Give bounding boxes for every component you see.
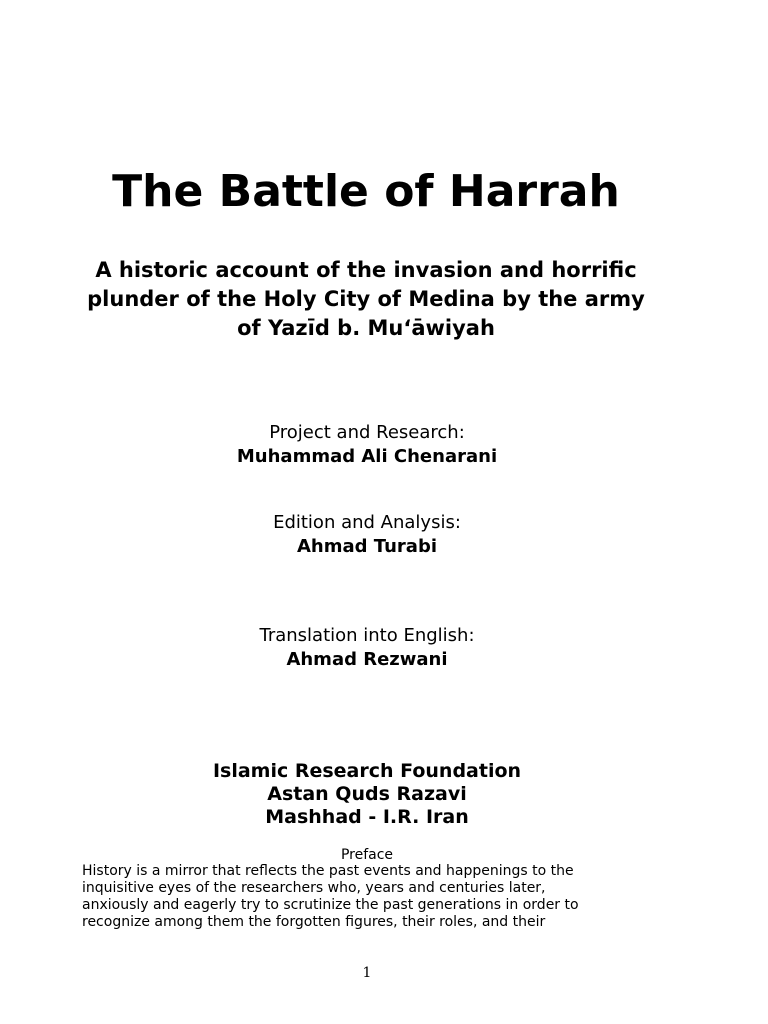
preface-body — [82, 863, 652, 931]
publisher-name: Islamic Research Foundation — [212, 760, 522, 782]
publisher-block — [0, 760, 734, 829]
preface-line: inquisitive eyes of the researchers who, years and centuries later, — [82, 880, 546, 896]
credit-role: Edition and Analysis: — [273, 512, 461, 533]
credit-person: Ahmad Rezwani — [286, 649, 448, 670]
document-subtitle: A historic account of the invasion and horrific plunder of the Holy City of Medina by the army of Yazīd b. Mu‘āwiyah — [87, 258, 645, 340]
document-title: The Battle of Harrah — [112, 166, 620, 217]
credit-role: Project and Research: — [269, 422, 465, 443]
preface-line: anxiously and eagerly try to scrutinize the past generations in order to — [82, 897, 579, 913]
credit-block-edition — [0, 511, 734, 559]
credit-person: Muhammad Ali Chenarani — [236, 446, 498, 467]
preface-line: History is a mirror that reflects the past events and happenings to the — [82, 863, 574, 879]
publisher-institution: Astan Quds Razavi — [267, 783, 467, 805]
publisher-location: Mashhad - I.R. Iran — [265, 806, 469, 828]
preface-line: recognize among them the forgotten figures, their roles, and their — [82, 914, 546, 930]
credit-role: Translation into English: — [259, 625, 475, 646]
credit-person: Ahmad Turabi — [297, 536, 437, 557]
preface-heading: Preface — [340, 847, 394, 863]
credit-block-research — [0, 421, 734, 469]
credit-block-translation — [0, 624, 734, 672]
page-number: 1 — [362, 965, 372, 981]
